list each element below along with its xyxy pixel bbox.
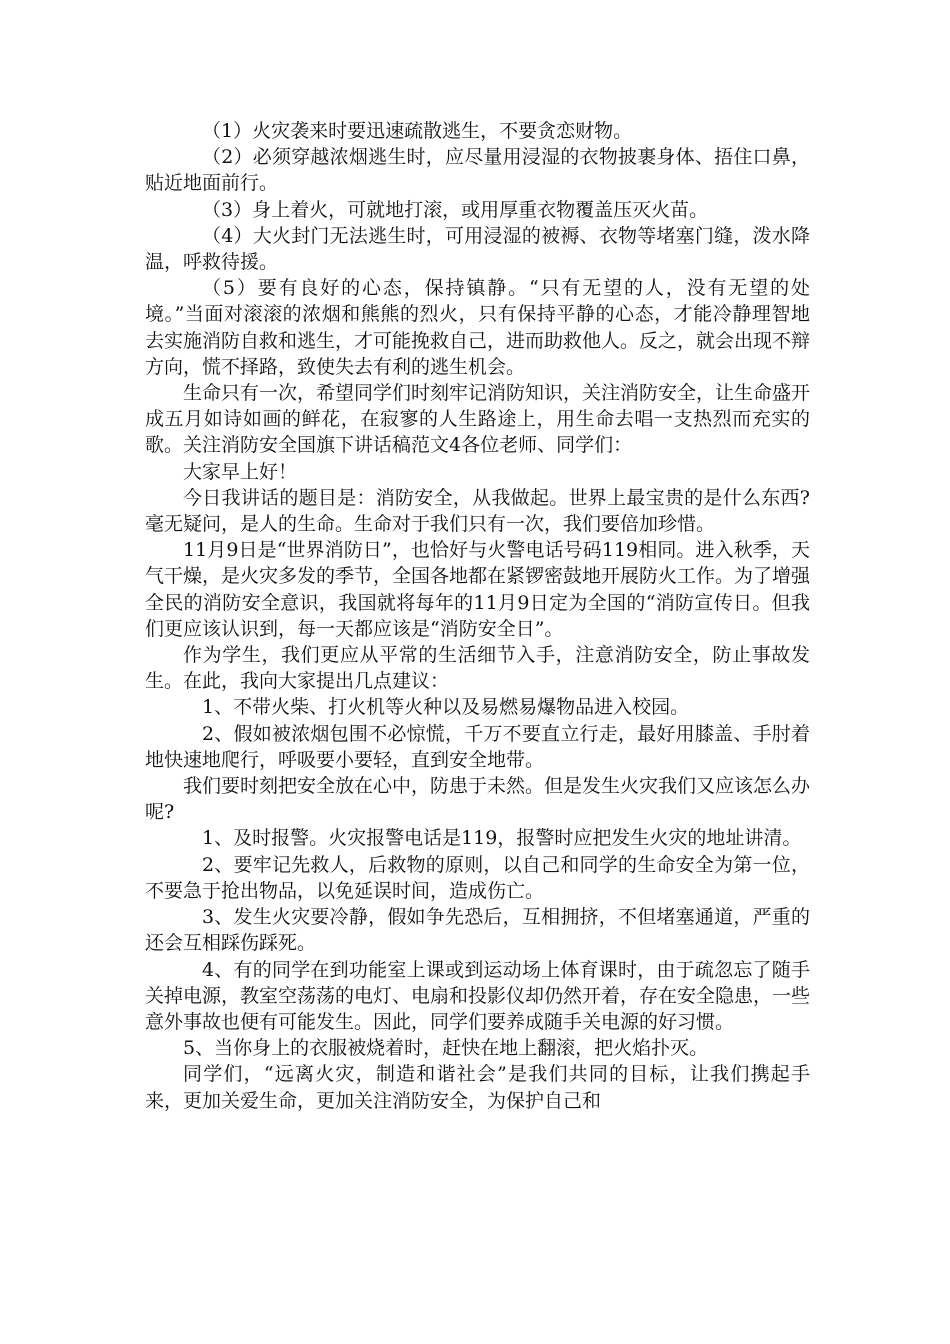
paragraph-closing-and-next-speech: 生命只有一次，希望同学们时刻牢记消防知识，关注消防安全，让生命盛开成五月如诗如画的鲜花，在寂寥的人生路途上，用生命去唱一支热烈而充实的歌。关注消防安全国旗下讲话稿范文4各位老师、同学们： <box>145 382 811 457</box>
paragraph-suggestion-2: 2、假如被浓烟包围不必惊慌，千万不要直立行走，最好用膝盖、手肘着地快速地爬行，呼吸要小要轻，直到安全地带。 <box>145 722 810 771</box>
paragraph-topic: 今日我讲话的题目是：消防安全，从我做起。世界上最宝贵的是什么东西?毫无疑问，是人的生命。生命对于我们只有一次，我们要倍加珍惜。 <box>145 486 810 536</box>
paragraph-escape-tip-1: （1）火灾袭来时要迅速疏散逃生，不要贪恋财物。 <box>202 120 633 142</box>
paragraph-suggestion-1: 1、不带火柴、打火机等火种以及易燃易爆物品进入校园。 <box>202 696 690 719</box>
document-body <box>145 118 810 1114</box>
paragraph-action-1: 1、及时报警。火灾报警电话是119，报警时应把发生火灾的地址讲清。 <box>202 827 802 850</box>
paragraph-student-suggestions: 作为学生，我们更应从平常的生活细节入手，注意消防安全，防止事故发生。在此，我向大家提出几点建议： <box>145 644 810 693</box>
paragraph-action-2: 2、要牢记先救人，后救物的原则，以自己和同学的生命安全为第一位，不要急于抢出物品，以免延误时间，造成伤亡。 <box>145 853 810 902</box>
paragraph-escape-tip-2: （2）必须穿越浓烟逃生时，应尽量用浸湿的衣物披裹身体、捂住口鼻，贴近地面前行。 <box>145 146 810 195</box>
paragraph-what-to-do: 我们要时刻把安全放在心中，防患于未然。但是发生火灾我们又应该怎么办呢? <box>145 775 811 824</box>
paragraph-action-3: 3、发生火灾要冷静，假如争先恐后，互相拥挤，不但堵塞通道，严重的还会互相踩伤踩死。 <box>145 906 810 955</box>
paragraph-action-5: 5、当你身上的衣服被烧着时，赶快在地上翻滚，把火焰扑灭。 <box>183 1037 709 1060</box>
paragraph-escape-tip-5: （5）要有良好的心态，保持镇静。“只有无望的人，没有无望的处境。”当面对滚滚的浓烟和熊熊的烈火，只有保持平静的心态，才能冷静理智地去实施消防自救和逃生，才可能挽救自己，进而助救他人。反之，就会出现不辩方向，慌不择路，致使失去有利的逃生机会。 <box>145 277 811 378</box>
paragraph-action-4: 4、有的同学在到功能室上课或到运动场上体育课时，由于疏忽忘了随手关掉电源，教室空荡荡的电灯、电扇和投影仪却仍然开着，存在安全隐患，一些意外事故也便有可能发生。因此，同学们要养成随手关电源的好习惯。 <box>145 958 811 1033</box>
paragraph-escape-tip-4: （4）大火封门无法逃生时，可用浸湿的被褥、衣物等堵塞门缝，泼水降温，呼救待援。 <box>145 224 810 274</box>
paragraph-fire-day: 11月9日是“世界消防日”，也恰好与火警电话号码119相同。进入秋季，天气干燥，是火灾多发的季节，全国各地都在紧锣密鼓地开展防火工作。为了增强全民的消防安全意识，我国就将每年的11月9日定为全国的“消防宣传日。但我们更应该认识到，每一天都应该是“消防安全日”。 <box>145 539 811 640</box>
paragraph-greeting: 大家早上好！ <box>183 460 298 483</box>
paragraph-conclusion: 同学们，“远离火灾，制造和谐社会”是我们共同的目标，让我们携起手来，更加关爱生命，更加关注消防安全，为保护自己和 <box>145 1063 810 1112</box>
paragraph-escape-tip-3: （3）身上着火，可就地打滚，或用厚重衣物覆盖压灭火苗。 <box>202 198 709 221</box>
